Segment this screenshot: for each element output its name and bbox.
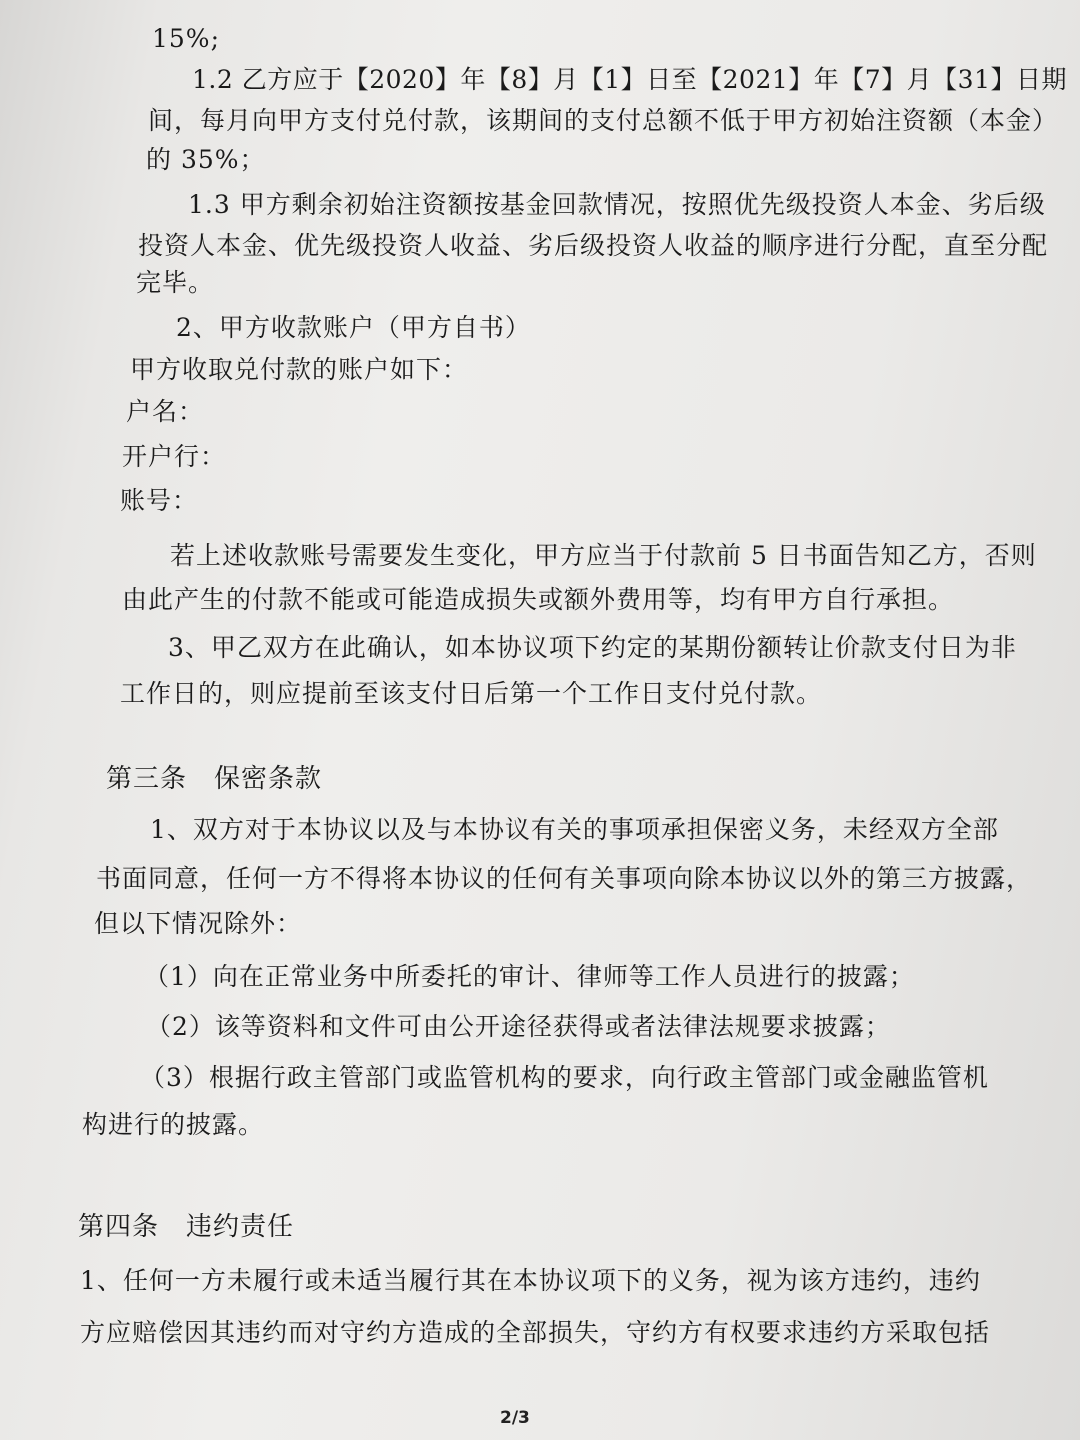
text-line: 投资人本金、优先级投资人收益、劣后级投资人收益的顺序进行分配，直至分配	[138, 231, 1049, 260]
section-heading: 第四条 违约责任	[78, 1212, 295, 1242]
text-line: （2）该等资料和文件可由公开途径获得或者法律法规要求披露；	[146, 1012, 891, 1041]
text-line: 间，每月向甲方支付兑付款，该期间的支付总额不低于甲方初始注资额（本金）	[148, 106, 1059, 135]
text-line: 书面同意，任何一方不得将本协议的任何有关事项向除本协议以外的第三方披露，	[96, 864, 1033, 893]
text-line: 1、双方对于本协议以及与本协议有关的事项承担保密义务，未经双方全部	[150, 815, 999, 844]
text-line: 甲方收取兑付款的账户如下：	[130, 355, 469, 384]
text-line: 若上述收款账号需要发生变化，甲方应当于付款前 5 日书面告知乙方，否则	[170, 541, 1037, 570]
text-line: （3）根据行政主管部门或监管机构的要求，向行政主管部门或金融监管机	[140, 1063, 989, 1092]
text-line: 的 35%；	[146, 145, 266, 174]
text-line: 3、甲乙双方在此确认，如本协议项下约定的某期份额转让价款支付日为非	[168, 633, 1017, 662]
text-line: 完毕。	[136, 268, 215, 297]
text-line: 开户行：	[122, 442, 227, 471]
text-line: 1、任何一方未履行或未适当履行其在本协议项下的义务，视为该方违约，违约	[80, 1266, 981, 1295]
text-line: 2、甲方收款账户（甲方自书）	[176, 313, 531, 342]
text-line: 方应赔偿因其违约而对守约方造成的全部损失，守约方有权要求违约方采取包括	[80, 1318, 991, 1347]
text-line: 15%;	[152, 24, 220, 53]
text-line: 由此产生的付款不能或可能造成损失或额外费用等，均有甲方自行承担。	[122, 585, 955, 614]
text-line: 1.3 甲方剩余初始注资额按基金回款情况，按照优先级投资人本金、劣后级	[188, 190, 1046, 219]
section-heading: 第三条 保密条款	[106, 764, 323, 794]
text-line: （1）向在正常业务中所委托的审计、律师等工作人员进行的披露；	[144, 962, 915, 991]
text-line: 户名：	[126, 397, 205, 426]
page-number: 2/3	[500, 1408, 530, 1428]
text-line: 工作日的，则应提前至该支付日后第一个工作日支付兑付款。	[120, 679, 823, 708]
text-line: 1.2 乙方应于【2020】年【8】月【1】日至【2021】年【7】月【31】日期	[192, 65, 1067, 94]
text-line: 但以下情况除外：	[94, 909, 303, 938]
text-line: 构进行的披露。	[82, 1110, 265, 1139]
text-line: 账号：	[120, 486, 199, 515]
